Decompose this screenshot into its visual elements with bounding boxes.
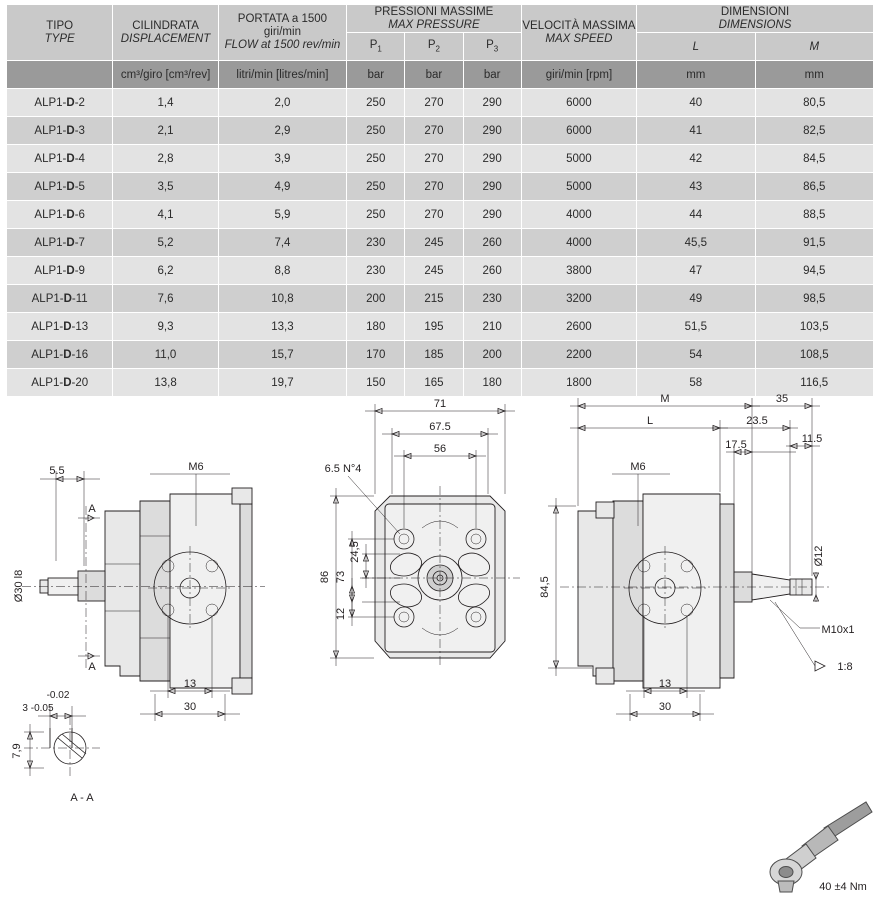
cell-flow: 5,9 [218, 201, 346, 229]
cell-m: 98,5 [755, 285, 873, 313]
cell-flow: 2,9 [218, 117, 346, 145]
cell-l: 42 [637, 145, 755, 173]
cell-l: 45,5 [637, 229, 755, 257]
label-torque: 40 ±4 Nm [819, 881, 867, 893]
cell-speed: 6000 [521, 117, 636, 145]
cell-type: ALP1-D-5 [7, 173, 113, 201]
cell-l: 54 [637, 341, 755, 369]
cell-p2: 195 [405, 313, 463, 341]
cell-m: 88,5 [755, 201, 873, 229]
cell-displacement: 2,8 [113, 145, 218, 173]
dim-17-5: 17.5 [725, 439, 747, 451]
table-row [7, 257, 874, 285]
cell-m: 84,5 [755, 145, 873, 173]
table-header-main [7, 5, 874, 33]
table-row [7, 173, 874, 201]
cell-m: 80,5 [755, 89, 873, 117]
cell-p3: 180 [463, 369, 521, 397]
dim-73: 73 [335, 570, 347, 584]
cell-displacement: 2,1 [113, 117, 218, 145]
header-m: M [755, 33, 873, 61]
cell-p1: 250 [347, 117, 405, 145]
cell-speed: 5000 [521, 173, 636, 201]
cell-speed: 5000 [521, 145, 636, 173]
dim-35: 35 [775, 393, 789, 405]
cell-p1: 150 [347, 369, 405, 397]
dim-30-right: 30 [658, 701, 672, 713]
cell-p2: 215 [405, 285, 463, 313]
unit-p2: bar [405, 61, 463, 89]
cell-flow: 15,7 [218, 341, 346, 369]
cell-type: ALP1-D-2 [7, 89, 113, 117]
dim-13-right: 13 [658, 678, 672, 690]
dim-24-5: 24,5 [349, 541, 361, 563]
cell-p2: 270 [405, 201, 463, 229]
unit-displacement: cm³/giro [cm³/rev] [113, 61, 218, 89]
cell-p3: 200 [463, 341, 521, 369]
cell-speed: 6000 [521, 89, 636, 117]
section-mark-a-top: A [88, 503, 96, 515]
cell-l: 40 [637, 89, 755, 117]
unit-speed: giri/min [rpm] [521, 61, 636, 89]
cell-displacement: 4,1 [113, 201, 218, 229]
dim-71: 71 [433, 398, 447, 410]
cell-type: ALP1-D-9 [7, 257, 113, 285]
dim-67-5: 67.5 [429, 421, 451, 433]
dim-shaft-12: Ø12 [813, 545, 825, 567]
dim-30-left: 30 [183, 701, 197, 713]
cell-flow: 4,9 [218, 173, 346, 201]
cell-speed: 2600 [521, 313, 636, 341]
table-header-units [7, 61, 874, 89]
cell-type: ALP1-D-20 [7, 369, 113, 397]
cell-flow: 19,7 [218, 369, 346, 397]
cell-p3: 210 [463, 313, 521, 341]
drawing-section-aa [11, 690, 100, 804]
cell-type: ALP1-D-11 [7, 285, 113, 313]
cell-p3: 260 [463, 257, 521, 285]
cell-p2: 245 [405, 257, 463, 285]
drawing-side-view [13, 461, 265, 721]
header-displacement: CILINDRATA DISPLACEMENT [113, 5, 218, 61]
dim-shaft-diameter: Ø30 l8 [13, 569, 25, 603]
dim-l: L [646, 415, 654, 427]
torque-wrench-illustration [770, 802, 872, 893]
cell-p2: 270 [405, 89, 463, 117]
cell-speed: 4000 [521, 201, 636, 229]
cell-displacement: 3,5 [113, 173, 218, 201]
label-section-aa: A - A [70, 792, 94, 804]
cell-type: ALP1-D-6 [7, 201, 113, 229]
table-row [7, 313, 874, 341]
cell-p3: 290 [463, 145, 521, 173]
drawing-front-view [319, 398, 520, 668]
cell-speed: 3800 [521, 257, 636, 285]
dim-m: M [660, 393, 670, 405]
cell-p1: 250 [347, 89, 405, 117]
cell-type: ALP1-D-16 [7, 341, 113, 369]
dim-23-5: 23.5 [746, 415, 768, 427]
cell-flow: 2,0 [218, 89, 346, 117]
label-taper-1-8: 1:8 [837, 661, 853, 673]
unit-l: mm [637, 61, 755, 89]
cell-type: ALP1-D-7 [7, 229, 113, 257]
cell-m: 94,5 [755, 257, 873, 285]
cell-displacement: 5,2 [113, 229, 218, 257]
table-row [7, 341, 874, 369]
header-p1: $P_1$ [347, 33, 405, 61]
label-m6: M6 [188, 461, 204, 473]
cell-p1: 250 [347, 201, 405, 229]
label-m10x1: M10x1 [821, 624, 855, 636]
unit-p3: bar [463, 61, 521, 89]
cell-displacement: 7,6 [113, 285, 218, 313]
cell-l: 41 [637, 117, 755, 145]
cell-p3: 290 [463, 201, 521, 229]
cell-displacement: 6,2 [113, 257, 218, 285]
dim-11-5: 11.5 [801, 433, 823, 445]
cell-p2: 270 [405, 117, 463, 145]
cell-type: ALP1-D-4 [7, 145, 113, 173]
cell-m: 108,5 [755, 341, 873, 369]
label-m6-right: M6 [630, 461, 646, 473]
tolerance-main: 3 -0.05 [22, 703, 54, 714]
unit-flow: litri/min [litres/min] [218, 61, 346, 89]
cell-type: ALP1-D-13 [7, 313, 113, 341]
cell-p3: 260 [463, 229, 521, 257]
cell-p1: 230 [347, 257, 405, 285]
cell-speed: 4000 [521, 229, 636, 257]
cell-p1: 250 [347, 145, 405, 173]
cell-l: 49 [637, 285, 755, 313]
cell-l: 43 [637, 173, 755, 201]
table-row [7, 117, 874, 145]
header-max-pressure: PRESSIONI MASSIME MAX PRESSURE [347, 5, 522, 33]
technical-drawings [0, 376, 880, 909]
dim-5-5: 5.5 [49, 465, 65, 477]
cell-flow: 7,4 [218, 229, 346, 257]
section-mark-a-bottom: A [88, 661, 96, 673]
header-dimensions: DIMENSIONI DIMENSIONS [637, 5, 874, 33]
cell-p1: 200 [347, 285, 405, 313]
cell-p2: 270 [405, 145, 463, 173]
dim-56: 56 [433, 443, 447, 455]
cell-p2: 185 [405, 341, 463, 369]
cell-speed: 1800 [521, 369, 636, 397]
cell-speed: 3200 [521, 285, 636, 313]
header-max-speed: VELOCITÀ MASSIMA MAX SPEED [521, 5, 636, 61]
table-row [7, 201, 874, 229]
cell-flow: 8,8 [218, 257, 346, 285]
dim-13-left: 13 [183, 678, 197, 690]
unit-type [7, 61, 113, 89]
cell-p3: 290 [463, 89, 521, 117]
cell-p3: 290 [463, 173, 521, 201]
cell-p3: 230 [463, 285, 521, 313]
cell-l: 44 [637, 201, 755, 229]
header-l: L [637, 33, 755, 61]
cell-l: 58 [637, 369, 755, 397]
header-type: TIPO TYPE [7, 5, 113, 61]
cell-m: 103,5 [755, 313, 873, 341]
cell-l: 51,5 [637, 313, 755, 341]
cell-flow: 10,8 [218, 285, 346, 313]
cell-type: ALP1-D-3 [7, 117, 113, 145]
cell-p1: 250 [347, 173, 405, 201]
label-hole-6-5-n4: 6.5 N°4 [324, 463, 362, 475]
cell-m: 86,5 [755, 173, 873, 201]
drawing-right-view [539, 393, 855, 721]
table-row [7, 89, 874, 117]
dim-12: 12 [335, 607, 347, 621]
dim-7-9: 7,9 [11, 743, 23, 759]
cell-m: 82,5 [755, 117, 873, 145]
unit-m: mm [755, 61, 873, 89]
cell-flow: 13,3 [218, 313, 346, 341]
header-flow: PORTATA a 1500 giri/min FLOW at 1500 rev/min [218, 5, 346, 61]
cell-displacement: 13,8 [113, 369, 218, 397]
cell-p3: 290 [463, 117, 521, 145]
cell-p1: 180 [347, 313, 405, 341]
specification-table [6, 4, 874, 397]
cell-p2: 245 [405, 229, 463, 257]
tolerance-upper: -0.02 [46, 690, 70, 701]
cell-p2: 165 [405, 369, 463, 397]
cell-displacement: 1,4 [113, 89, 218, 117]
cell-l: 47 [637, 257, 755, 285]
cell-m: 91,5 [755, 229, 873, 257]
cell-p1: 230 [347, 229, 405, 257]
cell-p1: 170 [347, 341, 405, 369]
cell-flow: 3,9 [218, 145, 346, 173]
unit-p1: bar [347, 61, 405, 89]
cell-p2: 270 [405, 173, 463, 201]
cell-speed: 2200 [521, 341, 636, 369]
header-p3: $P_3$ [463, 33, 521, 61]
dim-86: 86 [319, 570, 331, 584]
cell-displacement: 9,3 [113, 313, 218, 341]
table-row [7, 145, 874, 173]
table-row [7, 285, 874, 313]
table-row [7, 229, 874, 257]
cell-m: 116,5 [755, 369, 873, 397]
cell-displacement: 11,0 [113, 341, 218, 369]
header-p2: $P_2$ [405, 33, 463, 61]
dim-84-5: 84,5 [539, 576, 551, 598]
